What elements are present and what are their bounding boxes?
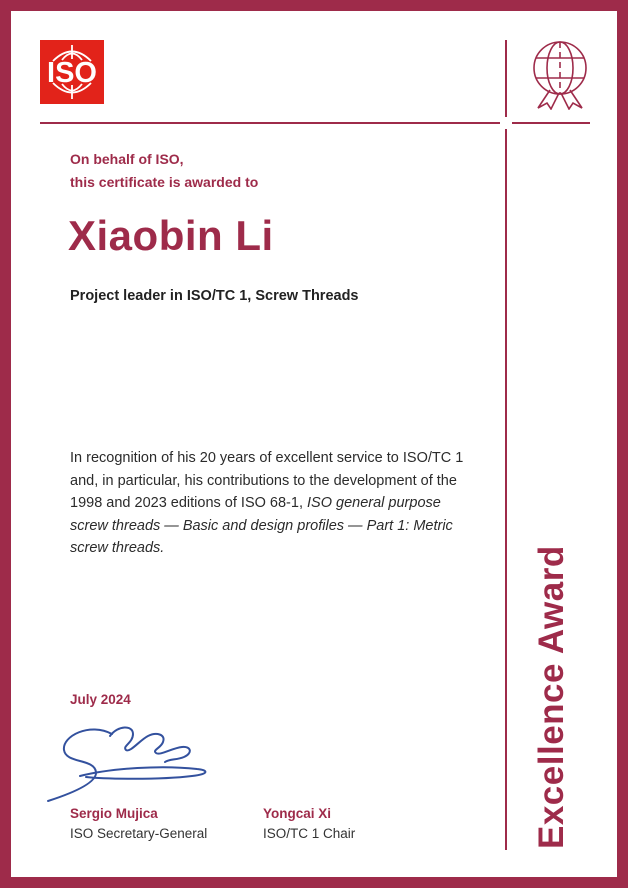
signatory-1-title: ISO Secretary-General	[70, 826, 208, 841]
award-date: July 2024	[70, 692, 131, 707]
citation-regular: In recognition of his 20 years of excellent service to ISO/TC 1 and, in particular, his contributions to the development of the 1998 and 2023 editions of ISO 68-1,	[70, 450, 464, 511]
iso-logo-text: ISO	[47, 57, 97, 89]
recipient-role: Project leader in ISO/TC 1, Screw Threads	[70, 288, 359, 304]
intro-line-2: this certificate is awarded to	[70, 174, 259, 190]
recipient-name: Xiaobin Li	[68, 212, 274, 259]
horizontal-rule-right	[512, 122, 590, 124]
vertical-rule-top	[505, 40, 507, 117]
signatory-1	[70, 806, 207, 841]
award-label: Excellence Award	[532, 545, 571, 849]
award-globe-icon	[526, 38, 594, 110]
horizontal-rule-left	[40, 122, 500, 124]
citation-italic: ISO general purpose screw threads — Basic and design profiles — Part 1: Metric screw threads.	[70, 495, 453, 556]
intro-text	[70, 148, 258, 194]
citation-paragraph	[70, 447, 482, 560]
signatory-2-name: Yongcai Xi	[263, 806, 332, 821]
iso-logo	[40, 40, 104, 104]
signatory-2-title: ISO/TC 1 Chair	[263, 826, 356, 841]
signatory-1-name: Sergio Mujica	[70, 806, 158, 821]
signature-handwriting	[42, 720, 220, 804]
page-top-edge	[0, 0, 628, 3]
vertical-rule-bottom	[505, 129, 507, 850]
intro-line-1: On behalf of ISO,	[70, 151, 184, 167]
signatory-2	[263, 806, 355, 841]
iso-logo-icon	[40, 40, 104, 104]
